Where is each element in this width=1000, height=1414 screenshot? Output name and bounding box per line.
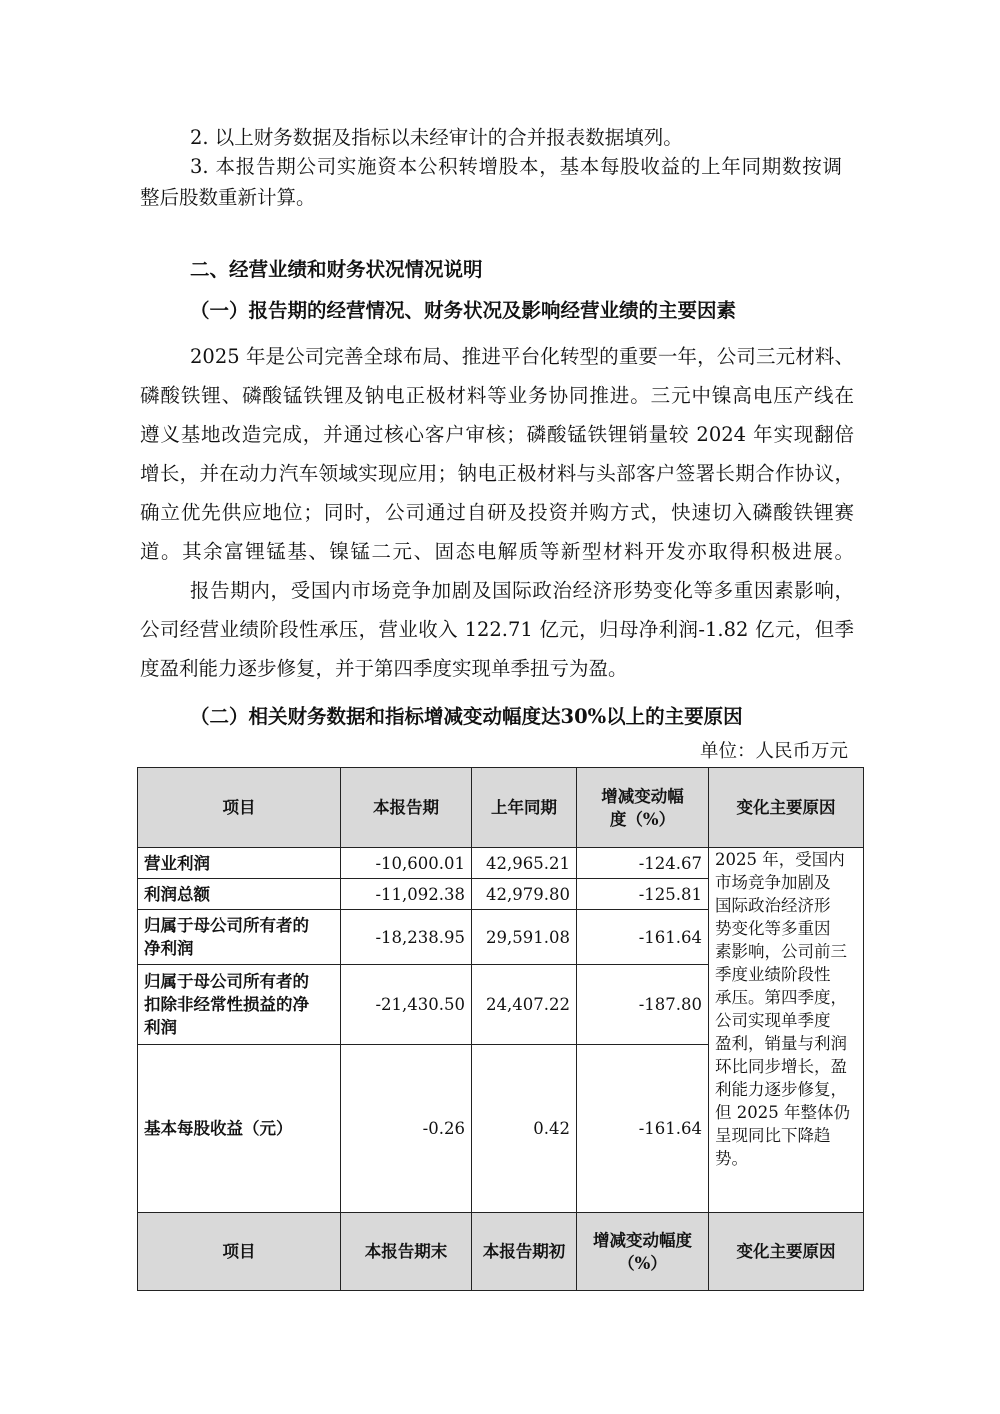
note-3-line2: 整后股数重新计算。	[140, 186, 316, 209]
row-label-line: 利润	[144, 1018, 177, 1037]
header2-item: 项目	[138, 1213, 341, 1291]
note-3-line1: 3. 本报告期公司实施资本公积转增股本，基本每股收益的上年同期数按调	[190, 155, 842, 178]
header-change-pct	[577, 768, 709, 848]
table-row	[138, 848, 864, 879]
reason-line: 公司实现单季度	[715, 1011, 831, 1030]
row-prior: 42,979.80	[472, 879, 577, 910]
reason-line: 势。	[715, 1149, 748, 1168]
reason-line: 盈利，销量与利润	[715, 1034, 847, 1053]
header2-period-end: 本报告期末	[341, 1213, 472, 1291]
reason-line: 季度业绩阶段性	[715, 965, 831, 984]
unit-label: 单位：人民币万元	[699, 741, 848, 762]
reason-line: 国际政治经济形	[715, 896, 831, 915]
row-change: -161.64	[577, 910, 709, 965]
section-2-title: 二、经营业绩和财务状况情况说明	[190, 258, 483, 281]
row-current: -18,238.95	[341, 910, 472, 965]
row-change: -161.64	[577, 1045, 709, 1213]
reason-line: 环比同步增长，盈	[715, 1057, 847, 1076]
row-label-line: 净利润	[144, 939, 194, 958]
row-label	[138, 910, 341, 965]
row-change: -187.80	[577, 965, 709, 1045]
row-label	[138, 965, 341, 1045]
row-label-line: 归属于母公司所有者的	[144, 972, 309, 991]
header-reason: 变化主要原因	[709, 768, 864, 848]
header-change-line1: 增减变动幅	[601, 786, 684, 806]
header2-reason: 变化主要原因	[709, 1213, 864, 1291]
paragraph-1-line: 磷酸铁锂、磷酸锰铁锂及钠电正极材料等业务协同推进。三元中镍高电压产线在	[140, 384, 854, 407]
subsection-1-title: （一）报告期的经营情况、财务状况及影响经营业绩的主要因素	[190, 299, 737, 322]
paragraph-1-line: 道。其余富锂锰基、镍锰二元、固态电解质等新型材料开发亦取得积极进展。	[140, 540, 854, 563]
paragraph-2-line: 公司经营业绩阶段性承压，营业收入 122.71 亿元，归母净利润-1.82 亿元，但季	[140, 618, 854, 641]
row-prior: 29,591.08	[472, 910, 577, 965]
paragraph-1-line: 增长，并在动力汽车领域实现应用；钠电正极材料与头部客户签署长期合作协议，	[140, 462, 854, 485]
reason-line: 势变化等多重因	[715, 919, 831, 938]
row-current: -11,092.38	[341, 879, 472, 910]
paragraph-1-line: 确立优先供应地位；同时，公司通过自研及投资并购方式，快速切入磷酸铁锂赛	[140, 501, 854, 524]
table-header-row-2	[138, 1213, 864, 1291]
row-prior: 24,407.22	[472, 965, 577, 1045]
header-change-line2: 度（%）	[609, 809, 676, 829]
row-prior: 42,965.21	[472, 848, 577, 879]
header2-change-line2: （%）	[618, 1253, 667, 1273]
header-item: 项目	[138, 768, 341, 848]
row-current: -10,600.01	[341, 848, 472, 879]
reason-line: 素影响，公司前三	[715, 942, 847, 961]
row-label: 营业利润	[138, 848, 341, 879]
reason-line: 利能力逐步修复，	[715, 1080, 847, 1099]
reason-cell	[709, 848, 864, 1213]
row-change: -125.81	[577, 879, 709, 910]
paragraph-2-line: 度盈利能力逐步修复，并于第四季度实现单季扭亏为盈。	[140, 657, 628, 680]
note-2: 2. 以上财务数据及指标以未经审计的合并报表数据填列。	[190, 126, 683, 149]
row-current: -21,430.50	[341, 965, 472, 1045]
header-current-period: 本报告期	[341, 768, 472, 848]
reason-line: 呈现同比下降趋	[715, 1126, 831, 1145]
row-current: -0.26	[341, 1045, 472, 1213]
paragraph-2-line: 报告期内，受国内市场竞争加剧及国际政治经济形势变化等多重因素影响，	[190, 579, 854, 602]
header-prior-period: 上年同期	[472, 768, 577, 848]
reason-line: 但 2025 年整体仍	[715, 1103, 850, 1122]
row-label: 基本每股收益（元）	[138, 1045, 341, 1213]
paragraph-1-line: 遵义基地改造完成，并通过核心客户审核；磷酸锰铁锂销量较 2024 年实现翻倍	[140, 423, 854, 446]
reason-line: 承压。第四季度，	[715, 988, 847, 1007]
row-change: -124.67	[577, 848, 709, 879]
header2-change-pct	[577, 1213, 709, 1291]
paragraph-1-line: 2025 年是公司完善全球布局、推进平台化转型的重要一年，公司三元材料、	[190, 345, 854, 368]
subsection-2-title: （二）相关财务数据和指标增减变动幅度达30%以上的主要原因	[190, 705, 743, 728]
row-prior: 0.42	[472, 1045, 577, 1213]
financial-indicators-table	[137, 767, 864, 1291]
row-label: 利润总额	[138, 879, 341, 910]
reason-line: 市场竞争加剧及	[715, 873, 831, 892]
row-label-line: 归属于母公司所有者的	[144, 916, 309, 935]
table-header-row	[138, 768, 864, 848]
header2-change-line1: 增减变动幅度	[593, 1230, 692, 1250]
reason-line: 2025 年，受国内	[715, 850, 845, 869]
header2-period-begin: 本报告期初	[472, 1213, 577, 1291]
row-label-line: 扣除非经常性损益的净	[144, 995, 309, 1014]
